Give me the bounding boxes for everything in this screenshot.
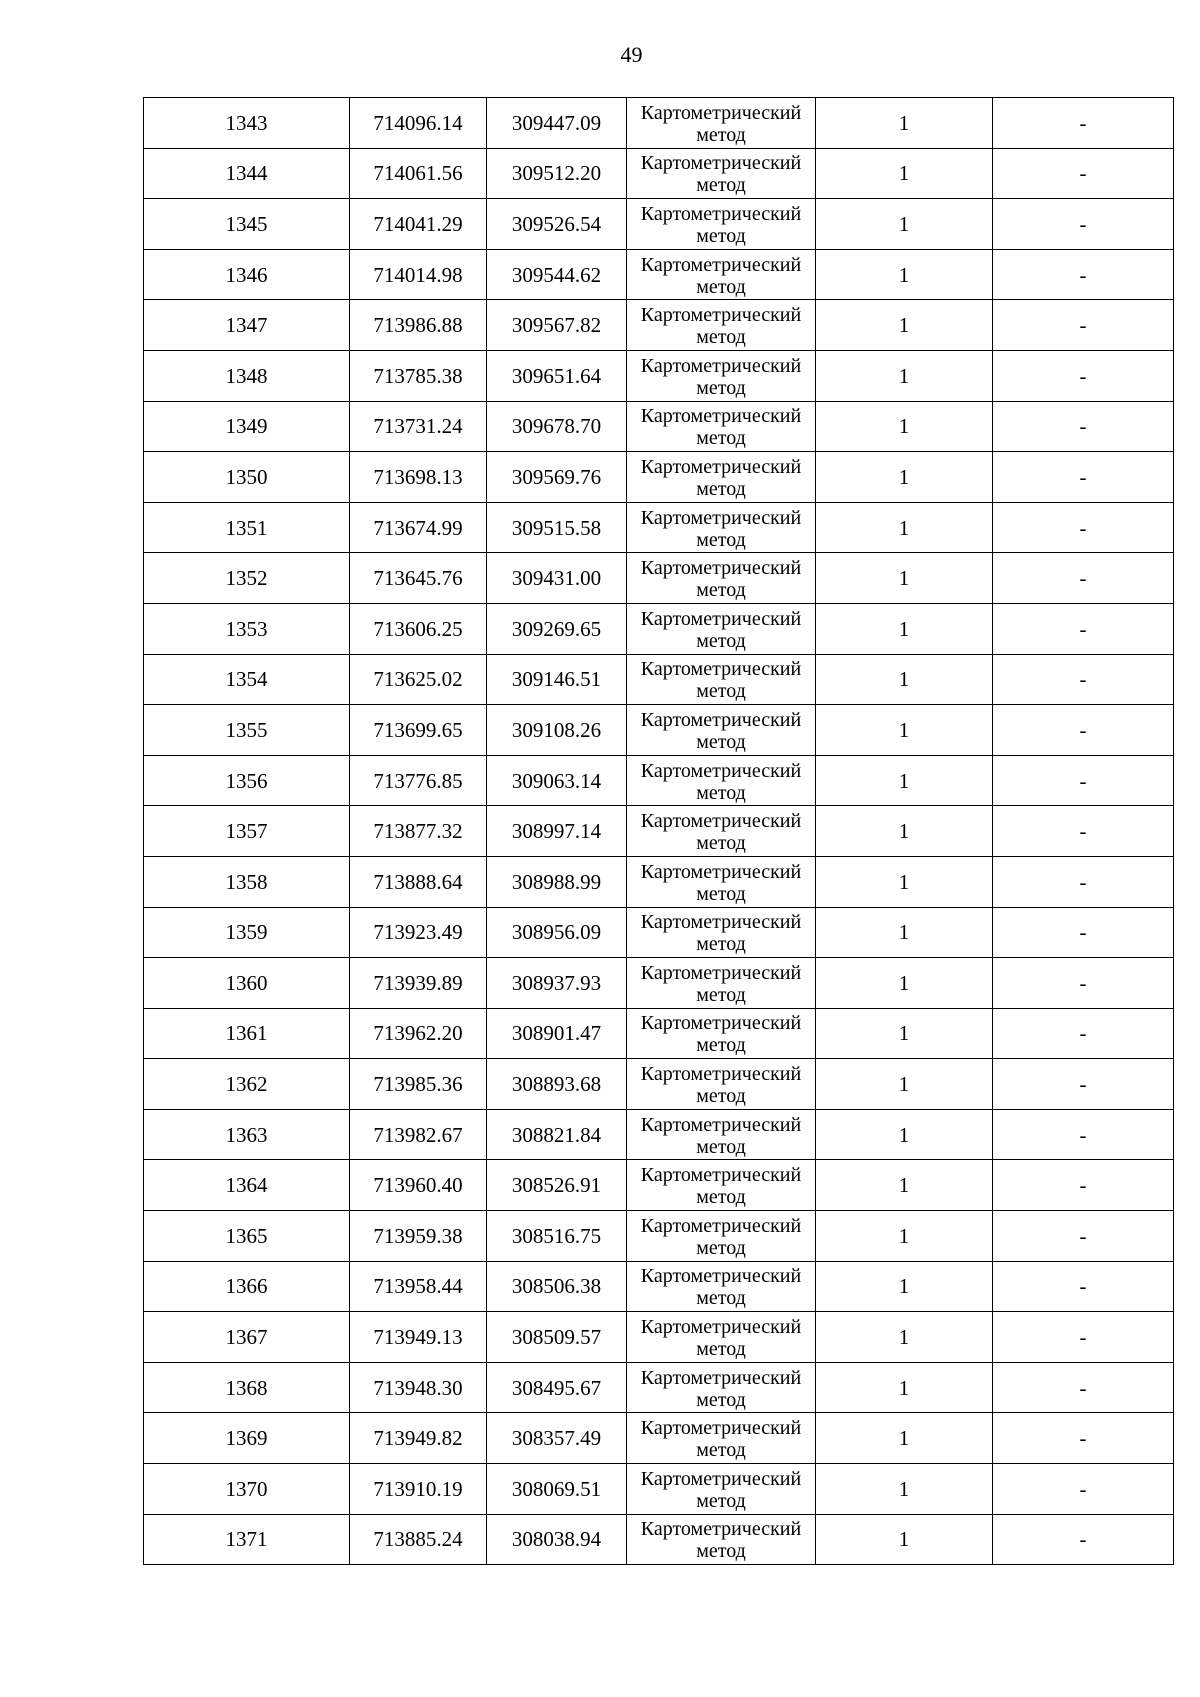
table-row — [144, 755, 1174, 806]
accuracy-cell: 1 — [816, 1059, 993, 1110]
method-text-line: Картометрический — [640, 1467, 802, 1490]
note-cell: - — [993, 907, 1174, 958]
x-coordinate-cell: 713885.24 — [350, 1514, 487, 1565]
y-coordinate-cell: 308526.91 — [487, 1160, 627, 1211]
y-coordinate-cell: 308997.14 — [487, 806, 627, 857]
y-coordinate-cell: 309569.76 — [487, 452, 627, 503]
y-coordinate-cell: 308495.67 — [487, 1362, 627, 1413]
method-text-line: Картометрический — [640, 860, 802, 883]
method-text-line: метод — [696, 528, 746, 551]
x-coordinate-cell: 713698.13 — [350, 452, 487, 503]
method-text-line: Картометрический — [640, 1316, 802, 1339]
y-coordinate-cell: 309526.54 — [487, 199, 627, 250]
note-cell: - — [993, 98, 1174, 149]
y-coordinate-cell: 308901.47 — [487, 1008, 627, 1059]
method-text-line: метод — [696, 680, 746, 703]
method-text-line: метод — [696, 1186, 746, 1209]
method-cell — [627, 199, 816, 250]
note-cell: - — [993, 401, 1174, 452]
y-coordinate-cell: 308956.09 — [487, 907, 627, 958]
method-text-line: метод — [696, 781, 746, 804]
method-text-line: метод — [696, 123, 746, 146]
accuracy-cell: 1 — [816, 603, 993, 654]
note-cell: - — [993, 199, 1174, 250]
method-cell — [627, 1211, 816, 1262]
y-coordinate-cell: 308516.75 — [487, 1211, 627, 1262]
x-coordinate-cell: 714061.56 — [350, 148, 487, 199]
point-number-cell: 1362 — [144, 1059, 350, 1110]
point-number-cell: 1358 — [144, 856, 350, 907]
method-cell — [627, 1261, 816, 1312]
accuracy-cell: 1 — [816, 1211, 993, 1262]
accuracy-cell: 1 — [816, 1312, 993, 1363]
table-row — [144, 553, 1174, 604]
note-cell: - — [993, 1160, 1174, 1211]
accuracy-cell: 1 — [816, 705, 993, 756]
x-coordinate-cell: 713625.02 — [350, 654, 487, 705]
note-cell: - — [993, 452, 1174, 503]
x-coordinate-cell: 713606.25 — [350, 603, 487, 654]
method-text-line: Картометрический — [640, 354, 802, 377]
table-row — [144, 1464, 1174, 1515]
accuracy-cell: 1 — [816, 249, 993, 300]
note-cell: - — [993, 1514, 1174, 1565]
point-number-cell: 1352 — [144, 553, 350, 604]
y-coordinate-cell: 309431.00 — [487, 553, 627, 604]
note-cell: - — [993, 1464, 1174, 1515]
x-coordinate-cell: 713982.67 — [350, 1109, 487, 1160]
accuracy-cell: 1 — [816, 856, 993, 907]
x-coordinate-cell: 713959.38 — [350, 1211, 487, 1262]
note-cell: - — [993, 1362, 1174, 1413]
coordinates-table — [143, 97, 1174, 1565]
method-cell — [627, 856, 816, 907]
point-number-cell: 1370 — [144, 1464, 350, 1515]
method-text-line: Картометрический — [640, 304, 802, 327]
method-text-line: Картометрический — [640, 759, 802, 782]
table-row — [144, 806, 1174, 857]
method-text-line: Картометрический — [640, 1417, 802, 1440]
table-row — [144, 856, 1174, 907]
point-number-cell: 1351 — [144, 502, 350, 553]
y-coordinate-cell: 309651.64 — [487, 350, 627, 401]
point-number-cell: 1366 — [144, 1261, 350, 1312]
note-cell: - — [993, 856, 1174, 907]
method-text-line: Картометрический — [640, 961, 802, 984]
table-row — [144, 350, 1174, 401]
method-text-line: метод — [696, 730, 746, 753]
table-row — [144, 148, 1174, 199]
method-cell — [627, 1109, 816, 1160]
table-row — [144, 452, 1174, 503]
y-coordinate-cell: 308357.49 — [487, 1413, 627, 1464]
method-text-line: метод — [696, 1236, 746, 1259]
method-text-line: Картометрический — [640, 708, 802, 731]
method-text-line: Картометрический — [640, 1518, 802, 1541]
method-text-line: Картометрический — [640, 152, 802, 175]
accuracy-cell: 1 — [816, 199, 993, 250]
accuracy-cell: 1 — [816, 1160, 993, 1211]
method-text-line: метод — [696, 882, 746, 905]
point-number-cell: 1359 — [144, 907, 350, 958]
x-coordinate-cell: 713674.99 — [350, 502, 487, 553]
method-text-line: Картометрический — [640, 455, 802, 478]
note-cell: - — [993, 806, 1174, 857]
method-text-line: Картометрический — [640, 506, 802, 529]
accuracy-cell: 1 — [816, 1413, 993, 1464]
x-coordinate-cell: 713923.49 — [350, 907, 487, 958]
table-row — [144, 958, 1174, 1009]
accuracy-cell: 1 — [816, 401, 993, 452]
x-coordinate-cell: 713949.82 — [350, 1413, 487, 1464]
method-cell — [627, 1413, 816, 1464]
method-cell — [627, 300, 816, 351]
table-row — [144, 654, 1174, 705]
point-number-cell: 1364 — [144, 1160, 350, 1211]
accuracy-cell: 1 — [816, 806, 993, 857]
y-coordinate-cell: 308069.51 — [487, 1464, 627, 1515]
accuracy-cell: 1 — [816, 1362, 993, 1413]
note-cell: - — [993, 350, 1174, 401]
method-text-line: Картометрический — [640, 607, 802, 630]
method-text-line: метод — [696, 629, 746, 652]
y-coordinate-cell: 308509.57 — [487, 1312, 627, 1363]
accuracy-cell: 1 — [816, 553, 993, 604]
page-number: 49 — [620, 42, 643, 67]
y-coordinate-cell: 309544.62 — [487, 249, 627, 300]
x-coordinate-cell: 713888.64 — [350, 856, 487, 907]
method-text-line: метод — [696, 376, 746, 399]
method-cell — [627, 1312, 816, 1363]
method-cell — [627, 502, 816, 553]
note-cell: - — [993, 148, 1174, 199]
method-cell — [627, 806, 816, 857]
point-number-cell: 1367 — [144, 1312, 350, 1363]
table-row — [144, 705, 1174, 756]
y-coordinate-cell: 308893.68 — [487, 1059, 627, 1110]
note-cell: - — [993, 1312, 1174, 1363]
table-row — [144, 1413, 1174, 1464]
note-cell: - — [993, 958, 1174, 1009]
method-text-line: Картометрический — [640, 1113, 802, 1136]
method-cell — [627, 148, 816, 199]
note-cell: - — [993, 1059, 1174, 1110]
method-text-line: метод — [696, 1489, 746, 1512]
y-coordinate-cell: 308937.93 — [487, 958, 627, 1009]
method-text-line: метод — [696, 1439, 746, 1462]
method-text-line: метод — [696, 174, 746, 197]
x-coordinate-cell: 713962.20 — [350, 1008, 487, 1059]
accuracy-cell: 1 — [816, 654, 993, 705]
table-body — [144, 98, 1174, 1565]
method-cell — [627, 654, 816, 705]
point-number-cell: 1361 — [144, 1008, 350, 1059]
method-cell — [627, 755, 816, 806]
y-coordinate-cell: 309515.58 — [487, 502, 627, 553]
method-text-line: Картометрический — [640, 1164, 802, 1187]
point-number-cell: 1354 — [144, 654, 350, 705]
method-cell — [627, 1059, 816, 1110]
point-number-cell: 1343 — [144, 98, 350, 149]
x-coordinate-cell: 713699.65 — [350, 705, 487, 756]
point-number-cell: 1346 — [144, 249, 350, 300]
table-row — [144, 1008, 1174, 1059]
method-cell — [627, 401, 816, 452]
point-number-cell: 1357 — [144, 806, 350, 857]
note-cell: - — [993, 1261, 1174, 1312]
point-number-cell: 1345 — [144, 199, 350, 250]
x-coordinate-cell: 713877.32 — [350, 806, 487, 857]
y-coordinate-cell: 309512.20 — [487, 148, 627, 199]
method-text-line: метод — [696, 224, 746, 247]
y-coordinate-cell: 309447.09 — [487, 98, 627, 149]
method-text-line: метод — [696, 1287, 746, 1310]
method-cell — [627, 1464, 816, 1515]
accuracy-cell: 1 — [816, 98, 993, 149]
method-cell — [627, 452, 816, 503]
accuracy-cell: 1 — [816, 350, 993, 401]
method-cell — [627, 1160, 816, 1211]
method-text-line: метод — [696, 983, 746, 1006]
x-coordinate-cell: 713785.38 — [350, 350, 487, 401]
y-coordinate-cell: 308821.84 — [487, 1109, 627, 1160]
method-cell — [627, 1008, 816, 1059]
method-text-line: метод — [696, 933, 746, 956]
accuracy-cell: 1 — [816, 502, 993, 553]
x-coordinate-cell: 714096.14 — [350, 98, 487, 149]
note-cell: - — [993, 755, 1174, 806]
method-text-line: метод — [696, 427, 746, 450]
method-text-line: метод — [696, 832, 746, 855]
point-number-cell: 1353 — [144, 603, 350, 654]
table-row — [144, 502, 1174, 553]
method-text-line: Картометрический — [640, 1063, 802, 1086]
method-text-line: Картометрический — [640, 557, 802, 580]
table-row — [144, 1059, 1174, 1110]
method-cell — [627, 1362, 816, 1413]
table-row — [144, 1514, 1174, 1565]
y-coordinate-cell: 309678.70 — [487, 401, 627, 452]
method-cell — [627, 958, 816, 1009]
method-cell — [627, 907, 816, 958]
table-row — [144, 1362, 1174, 1413]
note-cell: - — [993, 705, 1174, 756]
table-row — [144, 199, 1174, 250]
method-text-line: Картометрический — [640, 1366, 802, 1389]
table-row — [144, 1160, 1174, 1211]
method-text-line: метод — [696, 1085, 746, 1108]
method-text-line: Картометрический — [640, 658, 802, 681]
method-cell — [627, 98, 816, 149]
table-row — [144, 1109, 1174, 1160]
note-cell: - — [993, 1413, 1174, 1464]
note-cell: - — [993, 1211, 1174, 1262]
y-coordinate-cell: 309063.14 — [487, 755, 627, 806]
point-number-cell: 1349 — [144, 401, 350, 452]
accuracy-cell: 1 — [816, 907, 993, 958]
accuracy-cell: 1 — [816, 1261, 993, 1312]
table-row — [144, 249, 1174, 300]
point-number-cell: 1348 — [144, 350, 350, 401]
point-number-cell: 1369 — [144, 1413, 350, 1464]
accuracy-cell: 1 — [816, 1464, 993, 1515]
point-number-cell: 1350 — [144, 452, 350, 503]
x-coordinate-cell: 714041.29 — [350, 199, 487, 250]
y-coordinate-cell: 309146.51 — [487, 654, 627, 705]
method-cell — [627, 350, 816, 401]
note-cell: - — [993, 502, 1174, 553]
note-cell: - — [993, 300, 1174, 351]
x-coordinate-cell: 713939.89 — [350, 958, 487, 1009]
table-row — [144, 1312, 1174, 1363]
table-row — [144, 907, 1174, 958]
table-row — [144, 1211, 1174, 1262]
accuracy-cell: 1 — [816, 958, 993, 1009]
method-text-line: Картометрический — [640, 405, 802, 428]
point-number-cell: 1347 — [144, 300, 350, 351]
x-coordinate-cell: 713958.44 — [350, 1261, 487, 1312]
accuracy-cell: 1 — [816, 452, 993, 503]
y-coordinate-cell: 308506.38 — [487, 1261, 627, 1312]
method-text-line: метод — [696, 1135, 746, 1158]
method-cell — [627, 705, 816, 756]
method-text-line: Картометрический — [640, 1214, 802, 1237]
method-text-line: метод — [696, 1540, 746, 1563]
table-row — [144, 603, 1174, 654]
method-text-line: метод — [696, 477, 746, 500]
note-cell: - — [993, 654, 1174, 705]
method-text-line: Картометрический — [640, 1012, 802, 1035]
y-coordinate-cell: 308038.94 — [487, 1514, 627, 1565]
y-coordinate-cell: 309269.65 — [487, 603, 627, 654]
x-coordinate-cell: 713731.24 — [350, 401, 487, 452]
x-coordinate-cell: 713986.88 — [350, 300, 487, 351]
x-coordinate-cell: 713985.36 — [350, 1059, 487, 1110]
method-text-line: метод — [696, 579, 746, 602]
accuracy-cell: 1 — [816, 755, 993, 806]
method-cell — [627, 603, 816, 654]
x-coordinate-cell: 713776.85 — [350, 755, 487, 806]
point-number-cell: 1355 — [144, 705, 350, 756]
note-cell: - — [993, 1008, 1174, 1059]
note-cell: - — [993, 249, 1174, 300]
accuracy-cell: 1 — [816, 1514, 993, 1565]
point-number-cell: 1356 — [144, 755, 350, 806]
method-text-line: Картометрический — [640, 1265, 802, 1288]
accuracy-cell: 1 — [816, 1008, 993, 1059]
method-text-line: метод — [696, 326, 746, 349]
accuracy-cell: 1 — [816, 1109, 993, 1160]
point-number-cell: 1360 — [144, 958, 350, 1009]
method-cell — [627, 249, 816, 300]
method-text-line: метод — [696, 1338, 746, 1361]
method-cell — [627, 1514, 816, 1565]
point-number-cell: 1365 — [144, 1211, 350, 1262]
y-coordinate-cell: 309108.26 — [487, 705, 627, 756]
x-coordinate-cell: 713960.40 — [350, 1160, 487, 1211]
x-coordinate-cell: 713949.13 — [350, 1312, 487, 1363]
method-text-line: Картометрический — [640, 101, 802, 124]
accuracy-cell: 1 — [816, 300, 993, 351]
table-row — [144, 401, 1174, 452]
method-text-line: Картометрический — [640, 911, 802, 934]
method-text-line: Картометрический — [640, 253, 802, 276]
accuracy-cell: 1 — [816, 148, 993, 199]
method-cell — [627, 553, 816, 604]
method-text-line: Картометрический — [640, 202, 802, 225]
x-coordinate-cell: 713645.76 — [350, 553, 487, 604]
point-number-cell: 1371 — [144, 1514, 350, 1565]
x-coordinate-cell: 713948.30 — [350, 1362, 487, 1413]
method-text-line: метод — [696, 275, 746, 298]
method-text-line: метод — [696, 1034, 746, 1057]
x-coordinate-cell: 714014.98 — [350, 249, 487, 300]
note-cell: - — [993, 603, 1174, 654]
note-cell: - — [993, 553, 1174, 604]
method-text-line: Картометрический — [640, 810, 802, 833]
x-coordinate-cell: 713910.19 — [350, 1464, 487, 1515]
table-row — [144, 98, 1174, 149]
note-cell: - — [993, 1109, 1174, 1160]
table-row — [144, 300, 1174, 351]
method-text-line: метод — [696, 1388, 746, 1411]
y-coordinate-cell: 309567.82 — [487, 300, 627, 351]
point-number-cell: 1368 — [144, 1362, 350, 1413]
point-number-cell: 1344 — [144, 148, 350, 199]
y-coordinate-cell: 308988.99 — [487, 856, 627, 907]
table-row — [144, 1261, 1174, 1312]
point-number-cell: 1363 — [144, 1109, 350, 1160]
